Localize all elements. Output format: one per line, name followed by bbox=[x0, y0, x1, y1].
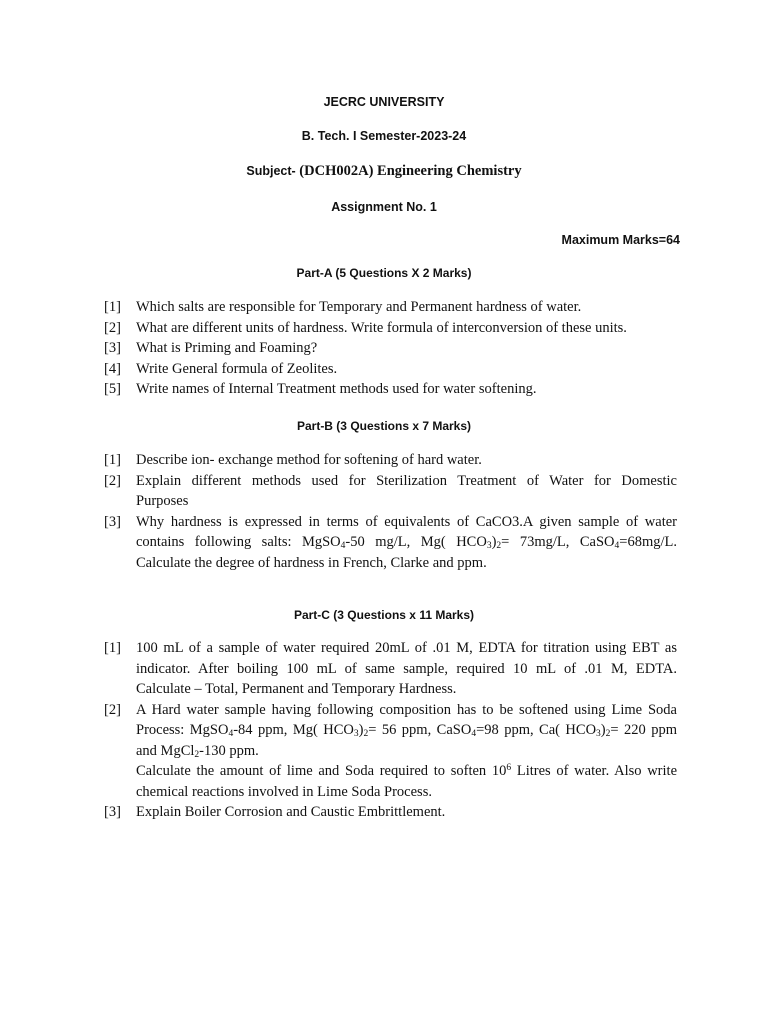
list-item: [2] A Hard water sample having following composition has to be softened using Lime Soda Process: MgSO$_4$-84 ppm, Mg( $HCO_3)_2= 56$ ppm, CaSO$_4$=98 ppm, Ca( $HCO_3)_2= 220$ ppm and MgCl$_2$-130 ppm. Calculate the amount of lime and Soda required to soften $10^6$ Litres of water. Also write chemical reactions involved in Lime Soda Process. bbox=[104, 701, 678, 800]
list-item: [3] What is Priming and Foaming? bbox=[104, 340, 318, 356]
list-item: [5] Write names of Internal Treatment methods used for water softening. bbox=[104, 381, 537, 397]
subject-label: Subject- bbox=[246, 164, 296, 178]
maximum-marks: Maximum Marks=64 bbox=[561, 233, 680, 247]
list-item: [2] Explain different methods used for Sterilization Treatment of Water for Domestic Purposes bbox=[104, 472, 677, 509]
semester-line: B. Tech. I Semester-2023-24 bbox=[301, 129, 467, 143]
part-a-questions bbox=[104, 297, 677, 400]
list-item: [1] Describe ion- exchange method for softening of hard water. bbox=[104, 452, 482, 468]
part-b-questions bbox=[104, 450, 677, 573]
list-item: [1] Which salts are responsible for Temporary and Permanent hardness of water. bbox=[104, 299, 582, 315]
subject-name: (DCH002A) Engineering Chemistry bbox=[299, 163, 522, 179]
subject-line bbox=[0, 163, 768, 180]
university-name: JECRC UNIVERSITY bbox=[323, 95, 445, 109]
part-c-questions bbox=[104, 638, 677, 823]
part-c-title: Part-C (3 Questions x 11 Marks) bbox=[293, 608, 475, 622]
list-item: [1] 100 mL of a sample of water required 20mL of .01 M, EDTA for titration using EBT as indicator. After boiling 100 mL of same sample, required 10 mL of .01 M, EDTA. Calculate – Total, Permanent and Temporary Hardness. bbox=[104, 640, 677, 697]
assignment-title: Assignment No. 1 bbox=[331, 200, 437, 214]
list-item: [3] Why hardness is expressed in terms of equivalents of CaCO3.A given sample of water contains following salts: MgSO$_4$-50 mg/L, Mg( $HCO_3)_2= 73mg/L$, CaSO$_4$=68mg/L. Calculate the degree of hardness in French, Clarke and ppm. bbox=[104, 513, 677, 571]
list-item: [4] Write General formula of Zeolites. bbox=[104, 360, 338, 377]
part-a-title: Part-A (5 Questions X 2 Marks) bbox=[296, 266, 472, 280]
list-item: [2] What are different units of hardness. Write formula of interconversion of these units. bbox=[104, 319, 627, 336]
part-b-title: Part-B (3 Questions x 7 Marks) bbox=[296, 419, 472, 433]
list-item: [3] Explain Boiler Corrosion and Caustic Embrittlement. bbox=[104, 804, 446, 820]
